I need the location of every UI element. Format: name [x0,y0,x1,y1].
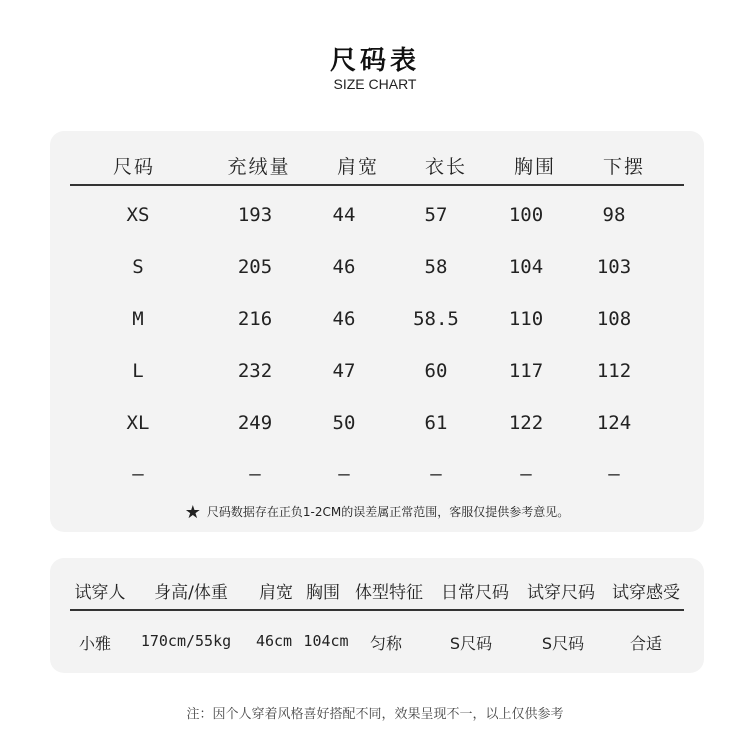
header-body-type: 体型特征 [355,583,423,603]
cell-size: S [132,256,144,278]
cell-size: – [132,463,144,485]
cell-hem: 108 [596,308,632,330]
header-hem: 下摆 [602,156,646,178]
cell-hem: – [608,463,620,485]
cell-shoulder: 46 [332,308,356,330]
cell-length: 61 [424,412,448,434]
cell-length: 58.5 [413,308,459,330]
cell-down-fill: 193 [237,204,273,226]
cell-chest: 104cm [303,632,349,650]
cell-chest: – [520,463,532,485]
cell-down-fill: – [249,463,261,485]
cell-length: 58 [424,256,448,278]
header-tester: 试穿人 [74,583,126,603]
header-chest: 胸围 [306,583,340,603]
page-title: 尺码表 [329,46,420,76]
cell-down-fill: 205 [237,256,273,278]
cell-shoulder: 47 [332,360,356,382]
fit-header-divider [70,609,684,611]
header-shoulder: 肩宽 [259,583,293,603]
cell-down-fill: 232 [237,360,273,382]
cell-size: XS [126,204,150,226]
cell-chest: 104 [508,256,544,278]
cell-shoulder: 44 [332,204,356,226]
cell-chest: 122 [508,412,544,434]
page-subtitle: SIZE CHART [333,76,417,92]
cell-length: – [430,463,442,485]
header-length: 衣长 [424,156,468,178]
cell-tried-size: S尺码 [541,634,585,653]
header-tried-size: 试穿尺码 [527,583,595,603]
cell-chest: 110 [508,308,544,330]
cell-body-type: 匀称 [369,634,403,653]
cell-usual-size: S尺码 [449,634,493,653]
measurement-note-text: 尺码数据存在正负1-2CM的误差属正常范围，客服仅提供参考意见。 [206,505,570,519]
cell-down-fill: 249 [237,412,273,434]
header-usual-size: 日常尺码 [441,583,509,603]
size-chart-panel [50,131,704,532]
header-height-weight: 身高/体重 [154,583,228,603]
cell-hem: 98 [602,204,626,226]
cell-shoulder: 50 [332,412,356,434]
header-divider [70,184,684,186]
header-down-fill: 充绒量 [227,156,291,178]
cell-chest: 100 [508,204,544,226]
measurement-note [50,502,704,523]
header-shoulder: 肩宽 [336,156,380,178]
footer-note: 注：因个人穿着风格喜好搭配不同，效果呈现不一，以上仅供参考 [186,707,564,722]
cell-hem: 112 [596,360,632,382]
cell-size: M [132,308,144,330]
cell-shoulder: 46cm [255,632,293,650]
star-icon: ★ [184,502,201,523]
cell-chest: 117 [508,360,544,382]
cell-fit-feeling: 合适 [629,634,663,653]
header-size: 尺码 [112,156,156,178]
cell-size: XL [126,412,150,434]
cell-tester: 小雅 [78,634,112,653]
cell-height-weight: 170cm/55kg [140,632,232,650]
cell-hem: 103 [596,256,632,278]
header-fit-feeling: 试穿感受 [612,583,680,603]
cell-shoulder: – [338,463,350,485]
cell-length: 57 [424,204,448,226]
cell-length: 60 [424,360,448,382]
cell-down-fill: 216 [237,308,273,330]
cell-shoulder: 46 [332,256,356,278]
fit-reference-panel [50,558,704,673]
header-chest: 胸围 [513,156,557,178]
cell-size: L [132,360,144,382]
cell-hem: 124 [596,412,632,434]
